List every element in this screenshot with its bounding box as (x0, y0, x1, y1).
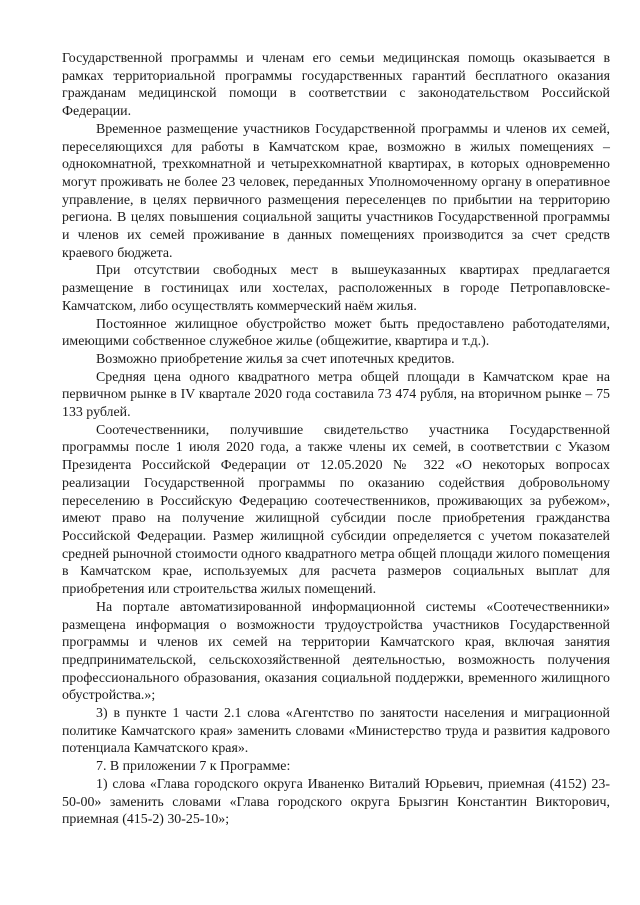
paragraph-average-price: Средняя цена одного квадратного метра общей площади в Камчатском крае на первичном рынке в IV квартале 2020 года составила 73 474 рубля, на вторичном рынке – 75 133 рублей. (62, 369, 610, 421)
paragraph-housing-subsidy: Соотечественники, получившие свидетельство участника Государственной программы после 1 июля 2020 года, а также члены их семей, в соответствии с Указом Президента Российской Федерации от 12.05.2020 № 322 «О некоторых вопросах реализации Государственной программы по оказанию содействия добровольному переселению в Российскую Федерацию соотечественников, проживающих за рубежом», имеют право на получение жилищной субсидии после приобретения гражданства Российской Федерации. Размер жилищной субсидии определяется с учетом показателей средней рыночной стоимости одного квадратного метра общей площади жилого помещения в Камчатском крае, используемых для расчета размеров социальных выплат для приобретения или строительства жилых помещений. (62, 422, 610, 598)
paragraph-item-3: 3) в пункте 1 части 2.1 слова «Агентство по занятости населения и миграционной политике Камчатского края» заменить словами «Министерство труда и развития кадрового потенциала Камчатского края». (62, 706, 610, 757)
paragraph-mortgage: Возможно приобретение жилья за счет ипотечных кредитов. (96, 351, 455, 367)
paragraph-hotels: При отсутствии свободных мест в вышеуказанных квартирах предлагается размещение в гостиницах или хостелах, расположенных в городе Петропавловске-Камчатском, либо осуществлять коммерческий наём жилья. (62, 263, 610, 314)
paragraph-portal: На портале автоматизированной информационной системы «Соотечественники» размещена информация о возможности трудоустройства участников Государственной программы и членов их семей на территории Камчатского края, включая занятия предпринимательской, сельскохозяйственной деятельностью, возможность получения профессионального образования, оказания социальной поддержки, временного жилищного обустройства.»; (62, 599, 610, 704)
paragraph-item-1: 1) слова «Глава городского округа Иваненко Виталий Юрьевич, приемная (4152) 23-50-00» заменить словами «Глава городского округа Брызгин Константин Викторович, приемная (415-2) 30-25-10»; (62, 776, 610, 828)
paragraph-appendix-7: 7. В приложении 7 к Программе: (96, 759, 291, 775)
paragraph-permanent-housing: Постоянное жилищное обустройство может быть предоставлено работодателями, имеющими собственное служебное жилье (общежитие, квартира и т.д.). (62, 316, 610, 350)
paragraph-temporary-housing: Временное размещение участников Государственной программы и членов их семей, переселяющихся для работы в Камчатском крае, возможно в жилых помещениях – однокомнатной, трехкомнатной и четырехкомнатной квартирах, в которых одновременно могут проживать не более 23 человек, переданных Уполномоченному органу в оперативное управление, в целях первичного размещения переселенцев по прибытии на территорию региона. В целях повышения социальной защиты участников Государственной программы и членов их семей проживание в данных помещениях производится за счет средств краевого бюджета. (62, 121, 610, 261)
paragraph-medical-care: Государственной программы и членам его семьи медицинская помощь оказывается в рамках территориальной программы государственных гарантий бесплатного оказания гражданам медицинской помощи в соответствии с законодательством Российской Федерации. (62, 51, 610, 120)
document-page (62, 50, 610, 829)
